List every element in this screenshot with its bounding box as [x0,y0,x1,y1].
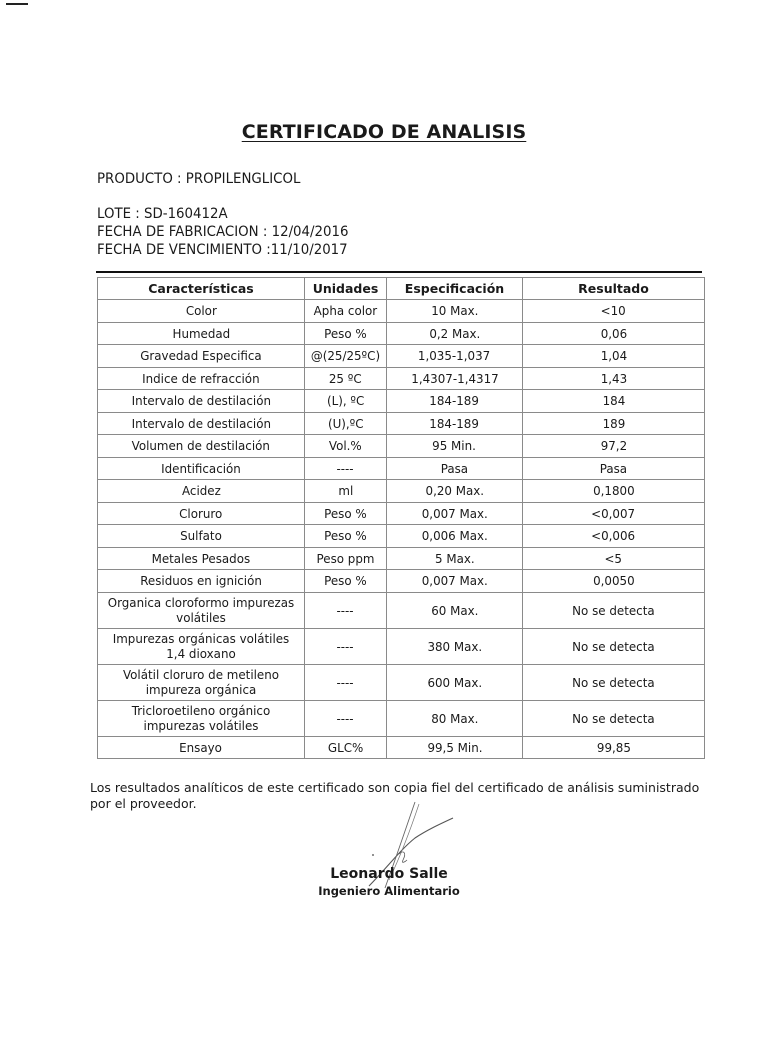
cell-resultado-text: 1,43 [600,370,627,386]
header-resultado: Resultado [523,278,705,300]
cell-caracteristica [98,480,305,503]
expiry-date-line: FECHA DE VENCIMIENTO :11/10/2017 [97,242,348,258]
cell-caracteristica-text: Ensayo [179,739,223,755]
cell-resultado-text: 189 [602,415,625,431]
cell-resultado [523,525,705,548]
cell-unidad-text: (L), ºC [326,393,365,409]
cell-especificacion-text: 80 Max. [430,710,479,726]
cell-caracteristica-text: Tricloroetileno orgánico impurezas volátiles [131,703,271,733]
table-row [98,390,705,413]
table-header-row [98,278,705,300]
cell-especificacion [387,700,523,736]
cell-especificacion-text: 0,006 Max. [421,528,488,544]
header-caracteristicas: Características [98,278,305,300]
cell-resultado-text: No se detecta [572,674,655,690]
cell-caracteristica-text: Indice de refracción [142,370,260,386]
cell-especificacion [387,736,523,759]
cell-caracteristica [98,628,305,664]
table-row [98,412,705,435]
cell-unidad [305,502,387,525]
cell-resultado-text: 97,2 [600,438,627,454]
cell-caracteristica-text: Acidez [181,483,221,499]
cell-resultado-text: 1,04 [600,348,627,364]
table-row [98,367,705,390]
table-row [98,664,705,700]
manufacture-date-line: FECHA DE FABRICACION : 12/04/2016 [97,224,349,240]
table-row [98,525,705,548]
cell-especificacion [387,390,523,413]
cell-resultado-text: No se detecta [572,638,655,654]
table-row [98,570,705,593]
table-row [98,547,705,570]
cell-resultado-text: 0,0050 [592,573,635,589]
cell-caracteristica-text: Cloruro [179,505,223,521]
cell-unidad-text: ---- [336,602,355,618]
footnote-text: Los resultados analíticos de este certificado son copia fiel del certificado de análisis suministrado por el proveedor. [90,780,700,811]
cell-especificacion [387,502,523,525]
cell-unidad [305,628,387,664]
cell-resultado-text: No se detecta [572,710,655,726]
cell-especificacion-text: 184-189 [429,415,480,431]
cell-caracteristica [98,700,305,736]
cell-resultado-text: <0,006 [591,528,636,544]
cell-resultado-text: No se detecta [572,602,655,618]
cell-caracteristica [98,592,305,628]
cell-caracteristica-text: Intervalo de destilación [131,393,271,409]
cell-especificacion-text: 0,007 Max. [421,505,488,521]
cell-especificacion-text: 95 Min. [432,438,477,454]
cell-especificacion-text: 380 Max. [427,638,482,654]
scan-corner-mark [6,3,28,5]
cell-resultado [523,390,705,413]
cell-resultado [523,435,705,458]
product-line: PRODUCTO : PROPILENGLICOL [97,171,301,187]
cell-resultado [523,457,705,480]
cell-especificacion [387,412,523,435]
cell-resultado-text: Pasa [599,460,628,476]
signer-name: Leonardo Salle [330,866,448,882]
cell-resultado [523,480,705,503]
cell-unidad [305,664,387,700]
cell-unidad-text: ---- [336,674,355,690]
header-divider [96,271,702,273]
cell-caracteristica [98,457,305,480]
table-row [98,736,705,759]
cell-resultado [523,345,705,368]
cell-caracteristica [98,412,305,435]
cell-unidad-text: Peso % [324,325,367,341]
header-unidades: Unidades [305,278,387,300]
cell-especificacion-text: 184-189 [429,393,480,409]
table-row [98,322,705,345]
cell-especificacion-text: 5 Max. [434,550,475,566]
cell-unidad-text: Peso % [324,528,367,544]
cell-especificacion [387,664,523,700]
cell-caracteristica [98,345,305,368]
cell-caracteristica-text: Impurezas orgánicas volátiles 1,4 dioxano [112,631,290,661]
cell-caracteristica [98,547,305,570]
cell-caracteristica [98,435,305,458]
cell-especificacion [387,345,523,368]
cell-unidad-text: @(25/25ºC) [310,348,381,364]
cell-caracteristica-text: Metales Pesados [151,550,251,566]
cell-especificacion-text: 600 Max. [427,674,482,690]
cell-unidad-text: Peso ppm [316,550,375,566]
cell-especificacion [387,367,523,390]
cell-unidad-text: Apha color [313,303,378,319]
cell-resultado [523,412,705,435]
cell-caracteristica-text: Humedad [172,325,230,341]
cell-resultado [523,570,705,593]
cell-caracteristica [98,570,305,593]
cell-unidad [305,525,387,548]
cell-especificacion [387,570,523,593]
cell-unidad-text: GLC% [327,739,364,755]
cell-caracteristica-text: Organica cloroformo impurezas volátiles [107,595,295,625]
cell-especificacion [387,547,523,570]
table-row [98,502,705,525]
cell-caracteristica [98,525,305,548]
cell-unidad-text: ml [338,483,353,499]
cell-unidad [305,300,387,323]
cell-unidad-text: Vol.% [329,438,362,454]
cell-caracteristica-text: Intervalo de destilación [131,415,271,431]
cell-especificacion [387,628,523,664]
cell-resultado [523,322,705,345]
cell-resultado [523,628,705,664]
cell-unidad [305,736,387,759]
table-row [98,435,705,458]
cell-resultado [523,367,705,390]
cell-unidad [305,390,387,413]
cell-unidad [305,345,387,368]
cell-especificacion-text: 99,5 Min. [426,739,483,755]
cell-unidad [305,700,387,736]
cell-resultado-text: <0,007 [591,505,636,521]
cell-especificacion-text: 0,007 Max. [421,573,488,589]
cell-caracteristica [98,322,305,345]
cell-resultado [523,547,705,570]
cell-resultado [523,664,705,700]
cell-unidad-text: (U),ºC [327,415,364,431]
cell-especificacion-text: 10 Max. [430,303,479,319]
cell-unidad [305,480,387,503]
cell-caracteristica-text: Volumen de destilación [131,438,271,454]
cell-especificacion [387,300,523,323]
cell-unidad-text: ---- [336,460,355,476]
cell-unidad-text: Peso % [324,573,367,589]
analysis-table [97,277,705,759]
cell-unidad [305,457,387,480]
cell-caracteristica-text: Sulfato [180,528,222,544]
cell-caracteristica-text: Identificación [161,460,241,476]
cell-especificacion-text: Pasa [440,460,469,476]
cell-especificacion-text: 60 Max. [430,602,479,618]
table-row [98,457,705,480]
cell-resultado [523,300,705,323]
table-row [98,700,705,736]
signer-title: Ingeniero Alimentario [318,884,460,898]
cell-caracteristica [98,300,305,323]
cell-unidad-text: ---- [336,710,355,726]
cell-especificacion [387,457,523,480]
cell-caracteristica-text: Volátil cloruro de metileno impureza orgánica [122,667,280,697]
cell-caracteristica [98,664,305,700]
cell-unidad [305,547,387,570]
cell-resultado-text: 0,1800 [592,483,635,499]
document-title: CERTIFICADO DE ANALISIS [241,121,527,143]
cell-especificacion [387,525,523,548]
cell-caracteristica [98,502,305,525]
cell-especificacion [387,480,523,503]
cell-resultado-text: 99,85 [596,739,631,755]
cell-resultado [523,736,705,759]
cell-especificacion-text: 1,035-1,037 [418,348,491,364]
cell-especificacion [387,592,523,628]
cell-especificacion [387,435,523,458]
cell-caracteristica [98,736,305,759]
cell-unidad [305,435,387,458]
cell-resultado-text: 0,06 [600,325,627,341]
table-row [98,628,705,664]
cell-resultado [523,700,705,736]
lote-line: LOTE : SD-160412A [97,206,228,222]
cell-unidad [305,322,387,345]
cell-caracteristica [98,367,305,390]
cell-unidad [305,592,387,628]
table-row [98,480,705,503]
cell-especificacion-text: 1,4307-1,4317 [410,370,499,386]
cell-caracteristica-text: Color [185,303,217,319]
cell-especificacion-text: 0,2 Max. [428,325,480,341]
cell-unidad-text: Peso % [324,505,367,521]
cell-resultado [523,592,705,628]
cell-unidad [305,367,387,390]
cell-resultado-text: <10 [600,303,627,319]
cell-resultado [523,502,705,525]
cell-unidad-text: 25 ºC [329,370,362,386]
header-especificacion: Especificación [387,278,523,300]
cell-resultado-text: 184 [602,393,625,409]
table-row [98,300,705,323]
cell-caracteristica-text: Gravedad Especifica [140,348,262,364]
cell-especificacion-text: 0,20 Max. [425,483,484,499]
cell-unidad-text: ---- [336,638,355,654]
cell-especificacion [387,322,523,345]
cell-unidad [305,412,387,435]
cell-unidad [305,570,387,593]
cell-caracteristica-text: Residuos en ignición [140,573,262,589]
table-row [98,592,705,628]
cell-caracteristica [98,390,305,413]
cell-resultado-text: <5 [604,550,623,566]
table-row [98,345,705,368]
